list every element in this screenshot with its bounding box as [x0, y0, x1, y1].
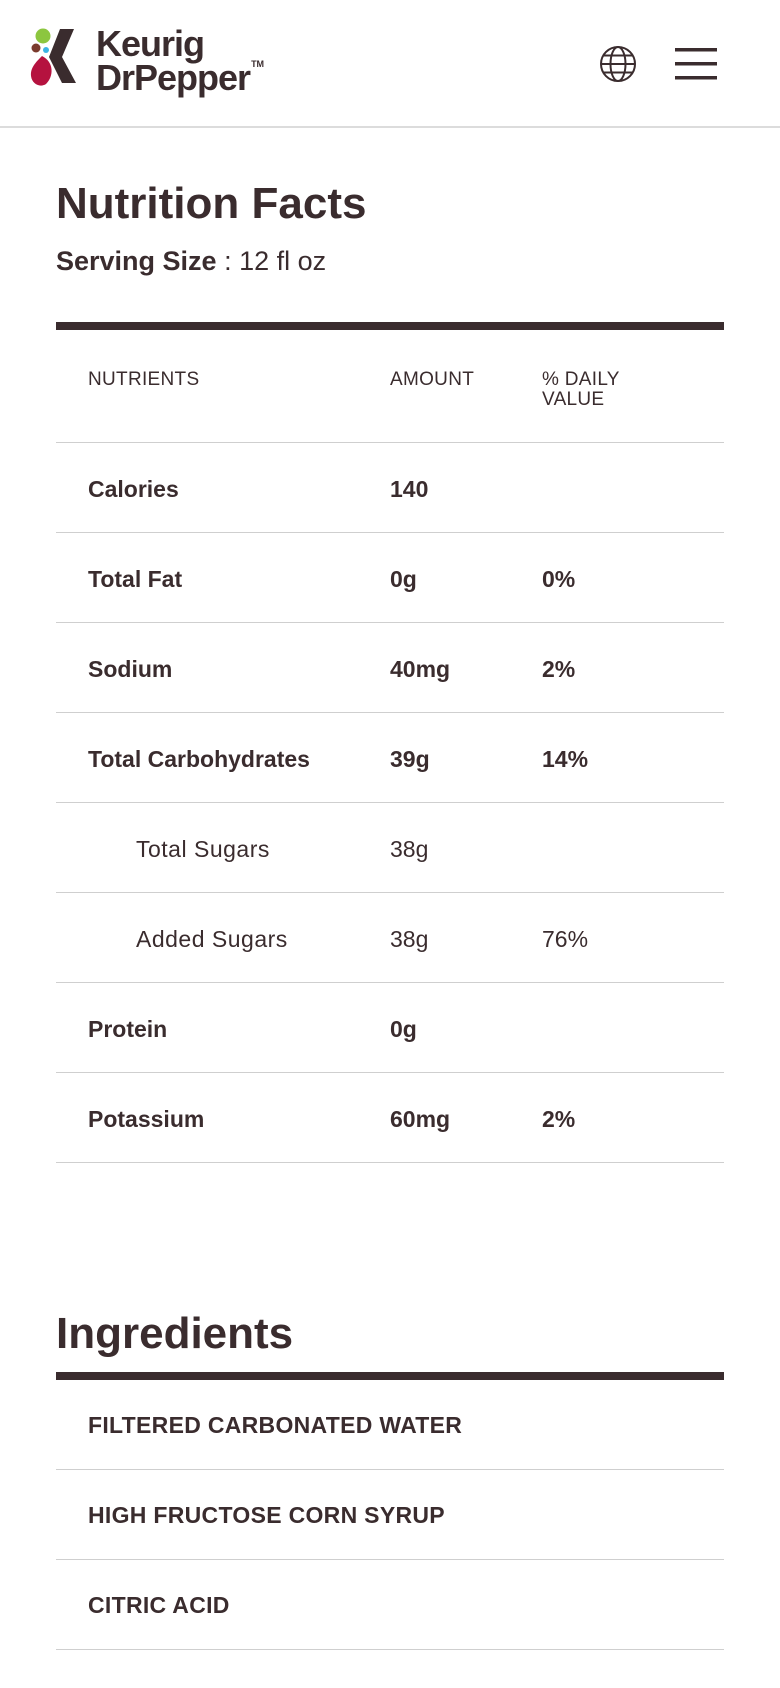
nutrient-daily-value: 0%: [542, 566, 576, 592]
nutrient-amount: 0g: [390, 1016, 417, 1042]
list-item: [56, 1560, 724, 1650]
nutrition-table: [56, 322, 724, 1163]
list-item: [56, 1380, 724, 1470]
nutrient-daily-value: 2%: [542, 1106, 576, 1132]
column-header-nutrients: NUTRIENTS: [88, 369, 200, 390]
ingredient-name: CITRIC ACID: [88, 1592, 230, 1619]
nutrition-table-top-rule: [56, 322, 724, 330]
ingredients-title: Ingredients: [56, 1309, 294, 1358]
nutrition-facts-section: [56, 180, 724, 277]
nutrient-daily-value: 76%: [542, 926, 589, 952]
table-row: [56, 983, 724, 1073]
menu-button[interactable]: [672, 40, 720, 88]
nutrient-amount: 38g: [390, 836, 429, 862]
nutrient-amount: 38g: [390, 926, 429, 952]
table-row: [56, 1073, 724, 1163]
serving-size-separator: :: [216, 246, 240, 277]
ingredient-name: HIGH FRUCTOSE CORN SYRUP: [88, 1502, 445, 1529]
nutrient-amount: 0g: [390, 566, 417, 592]
language-globe-button[interactable]: [594, 40, 642, 88]
hamburger-menu-icon: [675, 46, 717, 82]
table-row: [56, 623, 724, 713]
list-item: [56, 1470, 724, 1560]
serving-size-label: Serving Size: [56, 246, 217, 277]
nutrient-name: Potassium: [88, 1106, 205, 1132]
serving-size: [56, 246, 724, 277]
logo-word-drpepper: DrPepper™: [96, 57, 265, 98]
ingredient-name: FILTERED CARBONATED WATER: [88, 1412, 463, 1439]
nutrient-amount: 140: [390, 476, 429, 502]
nutrient-name: Total Carbohydrates: [88, 746, 310, 772]
table-row: [56, 443, 724, 533]
column-header-amount: AMOUNT: [390, 369, 475, 390]
nutrient-amount: 39g: [390, 746, 430, 772]
nutrition-table-header: [56, 330, 724, 443]
column-header-daily-value: % DAILY VALUE: [542, 369, 620, 410]
nutrient-amount: 60mg: [390, 1106, 451, 1132]
table-row: [56, 533, 724, 623]
nutrient-name: Total Sugars: [136, 836, 270, 862]
serving-size-value: 12 fl oz: [239, 246, 327, 277]
site-header: [0, 0, 780, 128]
nutrient-name: Total Fat: [88, 566, 183, 592]
table-row: [56, 893, 724, 983]
nutrient-name: Calories: [88, 476, 179, 502]
nutrient-name: Added Sugars: [136, 926, 288, 952]
ingredients-top-rule: [56, 1372, 724, 1380]
nutrient-daily-value: 2%: [542, 656, 576, 682]
nutrient-daily-value: 14%: [542, 746, 589, 772]
ingredients-section: [56, 1310, 724, 1650]
logo-word-keurig: Keurig: [96, 23, 205, 64]
nutrient-name: Protein: [88, 1016, 168, 1042]
globe-icon: [599, 45, 637, 83]
table-row: [56, 803, 724, 893]
nutrient-amount: 40mg: [390, 656, 451, 682]
keurig-dr-pepper-logo[interactable]: [30, 23, 300, 102]
nutrient-name: Sodium: [88, 656, 173, 682]
nutrition-facts-title: Nutrition Facts: [56, 179, 367, 228]
logo-mark-icon: [30, 26, 96, 96]
trademark-mark: TM: [251, 59, 265, 69]
table-row: [56, 713, 724, 803]
